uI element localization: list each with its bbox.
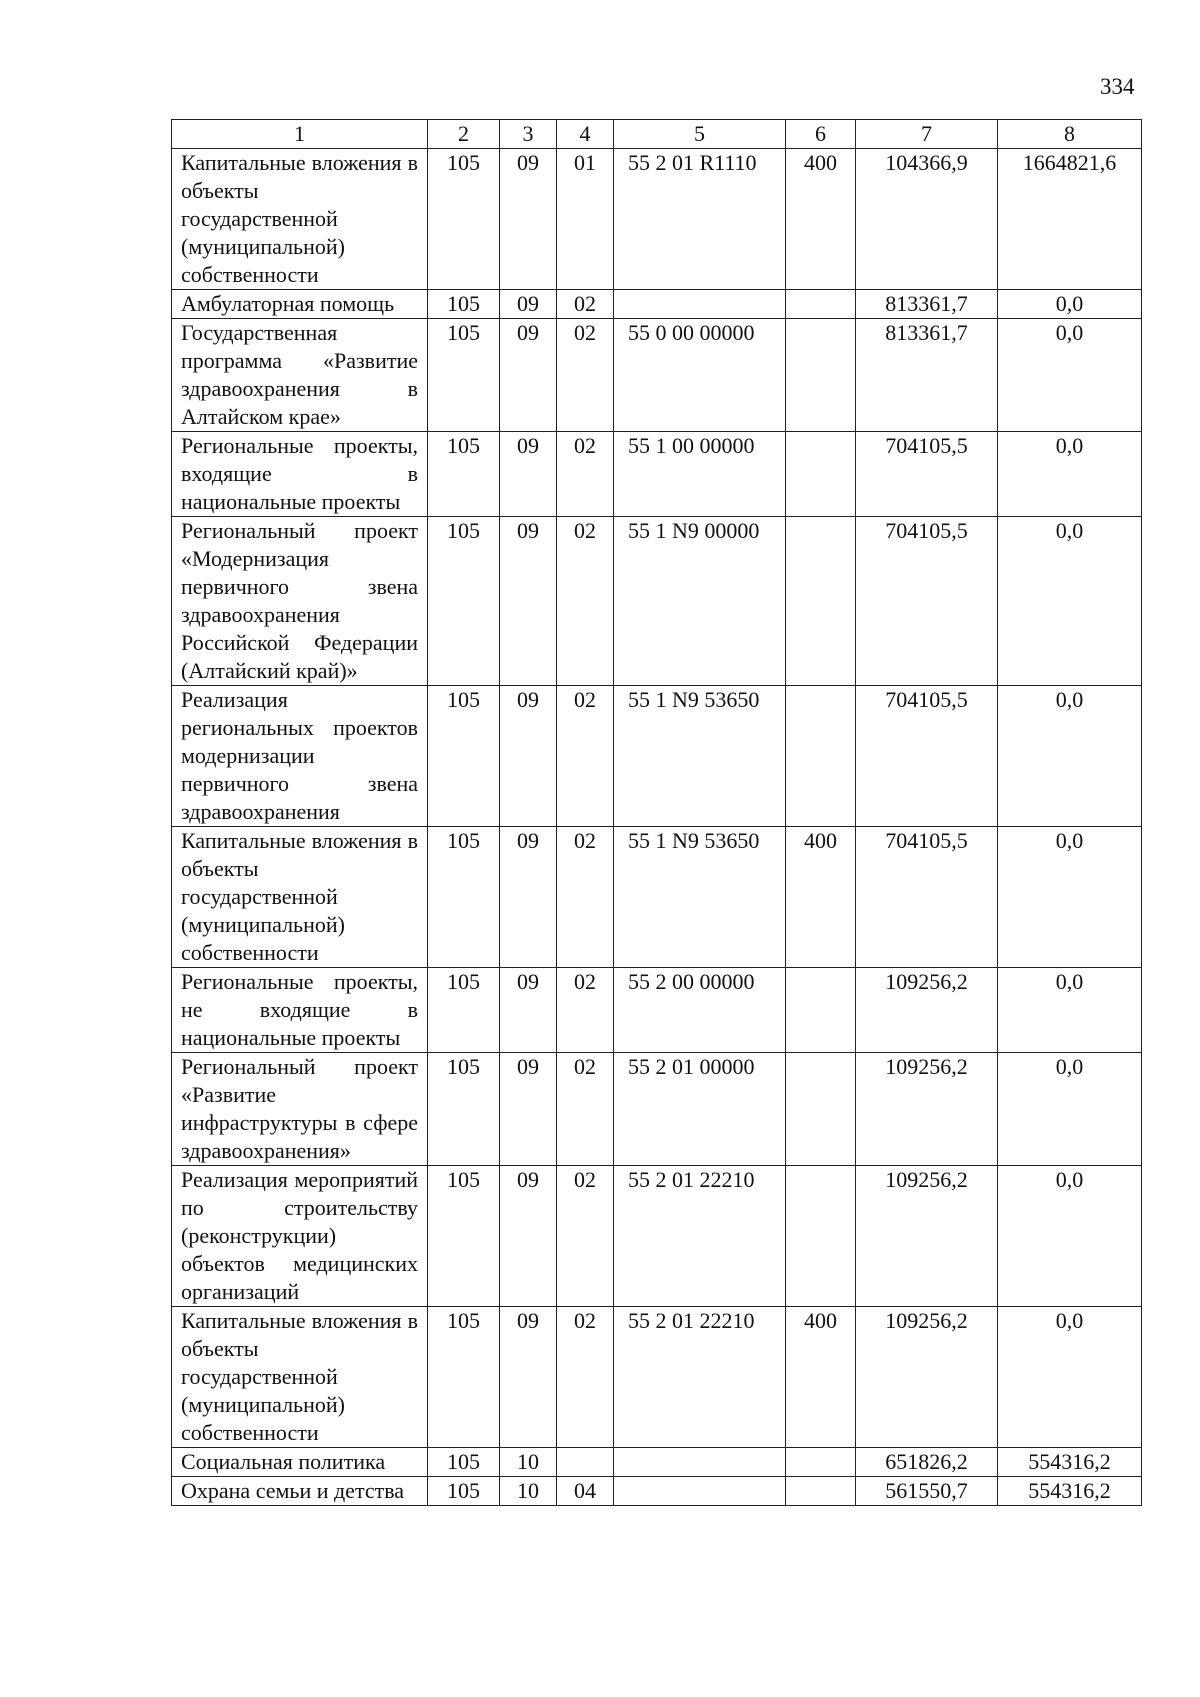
subsection-code-cell: 02	[557, 432, 614, 517]
item-name-cell: Капитальные вложения в объекты государственной (муниципальной) собственности	[172, 1307, 428, 1448]
subsection-code-cell: 02	[557, 1307, 614, 1448]
expense-type-cell	[786, 1053, 856, 1166]
item-name-cell: Амбулаторная помощь	[172, 290, 428, 319]
item-name-cell: Реализация региональных проектов модернизации первичного звена здравоохранения	[172, 686, 428, 827]
item-name-cell: Региональный проект «Модернизация первичного звена здравоохранения Российской Федерации (Алтайский край)»	[172, 517, 428, 686]
expense-type-cell	[786, 1477, 856, 1506]
amount-year2-cell: 0,0	[998, 432, 1142, 517]
amount-year1-cell: 813361,7	[856, 290, 998, 319]
admin-code-cell: 105	[428, 827, 500, 968]
column-header: 7	[856, 120, 998, 149]
table-body	[172, 149, 1142, 1506]
subsection-code-cell: 02	[557, 319, 614, 432]
section-code-cell: 09	[500, 149, 557, 290]
admin-code-cell: 105	[428, 432, 500, 517]
column-header: 5	[614, 120, 786, 149]
column-header: 2	[428, 120, 500, 149]
section-code-cell: 09	[500, 1166, 557, 1307]
amount-year2-cell: 0,0	[998, 686, 1142, 827]
amount-year2-cell: 554316,2	[998, 1448, 1142, 1477]
item-name-cell: Капитальные вложения в объекты государственной (муниципальной) собственности	[172, 149, 428, 290]
section-code-cell: 09	[500, 686, 557, 827]
target-article-cell: 55 2 00 00000	[614, 968, 786, 1053]
subsection-code-cell	[557, 1448, 614, 1477]
amount-year1-cell: 109256,2	[856, 968, 998, 1053]
table-row	[172, 149, 1142, 290]
admin-code-cell: 105	[428, 968, 500, 1053]
amount-year2-cell: 0,0	[998, 827, 1142, 968]
amount-year2-cell: 0,0	[998, 319, 1142, 432]
table-row	[172, 1053, 1142, 1166]
expense-type-cell	[786, 432, 856, 517]
admin-code-cell: 105	[428, 517, 500, 686]
subsection-code-cell: 02	[557, 1166, 614, 1307]
table-header	[172, 120, 1142, 149]
item-name-cell: Охрана семьи и детства	[172, 1477, 428, 1506]
amount-year1-cell: 109256,2	[856, 1053, 998, 1166]
amount-year1-cell: 704105,5	[856, 827, 998, 968]
section-code-cell: 09	[500, 290, 557, 319]
section-code-cell: 10	[500, 1448, 557, 1477]
target-article-cell	[614, 290, 786, 319]
admin-code-cell: 105	[428, 149, 500, 290]
subsection-code-cell: 02	[557, 517, 614, 686]
header-row	[172, 120, 1142, 149]
admin-code-cell: 105	[428, 1307, 500, 1448]
table-row	[172, 290, 1142, 319]
admin-code-cell: 105	[428, 319, 500, 432]
target-article-cell: 55 1 N9 53650	[614, 827, 786, 968]
target-article-cell: 55 1 N9 00000	[614, 517, 786, 686]
section-code-cell: 09	[500, 1307, 557, 1448]
amount-year2-cell: 0,0	[998, 968, 1142, 1053]
target-article-cell: 55 1 N9 53650	[614, 686, 786, 827]
expense-type-cell	[786, 1166, 856, 1307]
amount-year1-cell: 813361,7	[856, 319, 998, 432]
section-code-cell: 09	[500, 968, 557, 1053]
amount-year1-cell: 704105,5	[856, 432, 998, 517]
table-row	[172, 432, 1142, 517]
subsection-code-cell: 02	[557, 686, 614, 827]
expense-type-cell	[786, 517, 856, 686]
amount-year2-cell: 554316,2	[998, 1477, 1142, 1506]
amount-year1-cell: 561550,7	[856, 1477, 998, 1506]
subsection-code-cell: 01	[557, 149, 614, 290]
section-code-cell: 09	[500, 319, 557, 432]
table-row	[172, 968, 1142, 1053]
table-row	[172, 1166, 1142, 1307]
item-name-cell: Реализация мероприятий по строительству (реконструкции) объектов медицинских организаций	[172, 1166, 428, 1307]
expense-type-cell: 400	[786, 827, 856, 968]
section-code-cell: 09	[500, 1053, 557, 1166]
target-article-cell	[614, 1477, 786, 1506]
item-name-cell: Социальная политика	[172, 1448, 428, 1477]
admin-code-cell: 105	[428, 686, 500, 827]
expense-type-cell	[786, 319, 856, 432]
subsection-code-cell: 02	[557, 290, 614, 319]
table-row	[172, 1307, 1142, 1448]
column-header: 4	[557, 120, 614, 149]
column-header: 8	[998, 120, 1142, 149]
expense-type-cell	[786, 968, 856, 1053]
target-article-cell: 55 2 01 R1110	[614, 149, 786, 290]
amount-year2-cell: 0,0	[998, 290, 1142, 319]
target-article-cell	[614, 1448, 786, 1477]
item-name-cell: Региональный проект «Развитие инфраструктуры в сфере здравоохранения»	[172, 1053, 428, 1166]
table-row	[172, 319, 1142, 432]
target-article-cell: 55 2 01 22210	[614, 1166, 786, 1307]
table-row	[172, 1448, 1142, 1477]
subsection-code-cell: 04	[557, 1477, 614, 1506]
section-code-cell: 09	[500, 517, 557, 686]
budget-table	[171, 119, 1142, 1506]
admin-code-cell: 105	[428, 1166, 500, 1307]
subsection-code-cell: 02	[557, 1053, 614, 1166]
amount-year2-cell: 0,0	[998, 1166, 1142, 1307]
table-row	[172, 686, 1142, 827]
column-header: 6	[786, 120, 856, 149]
target-article-cell: 55 0 00 00000	[614, 319, 786, 432]
subsection-code-cell: 02	[557, 968, 614, 1053]
expense-type-cell	[786, 290, 856, 319]
item-name-cell: Региональные проекты, не входящие в национальные проекты	[172, 968, 428, 1053]
table-row	[172, 1477, 1142, 1506]
amount-year1-cell: 109256,2	[856, 1166, 998, 1307]
subsection-code-cell: 02	[557, 827, 614, 968]
target-article-cell: 55 2 01 00000	[614, 1053, 786, 1166]
expense-type-cell: 400	[786, 1307, 856, 1448]
admin-code-cell: 105	[428, 1477, 500, 1506]
item-name-cell: Государственная программа «Развитие здравоохранения в Алтайском крае»	[172, 319, 428, 432]
amount-year1-cell: 109256,2	[856, 1307, 998, 1448]
item-name-cell: Капитальные вложения в объекты государственной (муниципальной) собственности	[172, 827, 428, 968]
admin-code-cell: 105	[428, 290, 500, 319]
section-code-cell: 09	[500, 827, 557, 968]
item-name-cell: Региональные проекты, входящие в национальные проекты	[172, 432, 428, 517]
amount-year2-cell: 0,0	[998, 517, 1142, 686]
amount-year1-cell: 704105,5	[856, 517, 998, 686]
admin-code-cell: 105	[428, 1053, 500, 1166]
amount-year1-cell: 704105,5	[856, 686, 998, 827]
target-article-cell: 55 2 01 22210	[614, 1307, 786, 1448]
table-row	[172, 517, 1142, 686]
admin-code-cell: 105	[428, 1448, 500, 1477]
amount-year2-cell: 0,0	[998, 1053, 1142, 1166]
section-code-cell: 10	[500, 1477, 557, 1506]
target-article-cell: 55 1 00 00000	[614, 432, 786, 517]
column-header: 3	[500, 120, 557, 149]
expense-type-cell	[786, 1448, 856, 1477]
amount-year1-cell: 651826,2	[856, 1448, 998, 1477]
amount-year2-cell: 1664821,6	[998, 149, 1142, 290]
table-row	[172, 827, 1142, 968]
column-header: 1	[172, 120, 428, 149]
expense-type-cell: 400	[786, 149, 856, 290]
expense-type-cell	[786, 686, 856, 827]
amount-year1-cell: 104366,9	[856, 149, 998, 290]
section-code-cell: 09	[500, 432, 557, 517]
amount-year2-cell: 0,0	[998, 1307, 1142, 1448]
page-number: 334	[1100, 74, 1135, 99]
